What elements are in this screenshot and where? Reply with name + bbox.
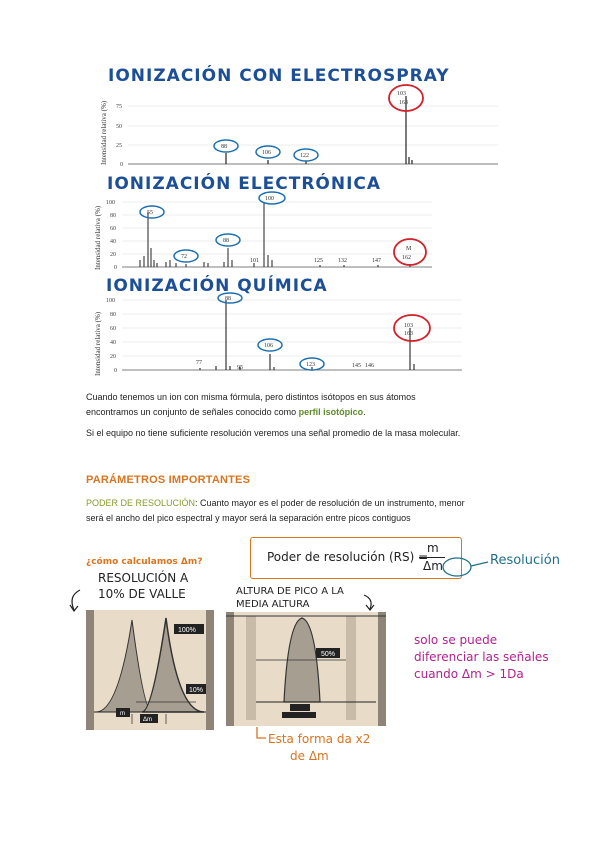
ei-tick-100: 100 (106, 200, 115, 206)
esi-circled-122: 122 (300, 153, 309, 159)
pink-note-1: solo se puede (414, 633, 498, 647)
resolucion-label: Resolución (490, 553, 560, 568)
ei-tick-0: 0 (114, 265, 117, 271)
poder-paragraph (86, 496, 546, 526)
ei-circled-88: 88 (223, 238, 229, 244)
poder-text-a: : Cuanto mayor es el poder de resolución de un instrumento, menor (195, 498, 465, 508)
esi-circled-88: 88 (221, 144, 227, 150)
resolucion-arrow (440, 550, 490, 580)
isotope-line-2-text: encontramos un conjunto de señales conocido como (86, 407, 297, 417)
half-height-note-2: MEDIA ALTURA (236, 599, 310, 610)
valley-note-2: 10% DE VALLE (98, 587, 186, 601)
ei-tick-20: 20 (110, 252, 116, 258)
half-height-diagram (226, 612, 386, 726)
params-heading: PARÁMETROS IMPORTANTES (86, 474, 251, 486)
ci-label-95: 95 (237, 365, 243, 371)
valley-dm-label: Δm (143, 717, 153, 723)
formula-denominator: Δm (423, 559, 443, 573)
ci-circled-103: 103 (404, 323, 413, 329)
ei-circled-100: 100 (265, 196, 274, 202)
curved-arrow-right-icon (360, 593, 380, 613)
ei-spectrum (104, 190, 434, 272)
ci-circled-88: 88 (225, 296, 231, 302)
how-calc-note: ¿cómo calculamos Δm? (86, 557, 203, 567)
poder-label: PODER DE RESOLUCIÓN (86, 498, 196, 508)
isotope-line-1: Cuando tenemos un ion con misma fórmula, pero distintos isótopos en sus átomos (86, 392, 416, 402)
ci-label-145: 145 (352, 363, 361, 369)
form-note-1: Esta forma da x2 (268, 732, 371, 746)
esi-circled-106: 106 (262, 150, 271, 156)
esi-spectrum (110, 84, 500, 169)
ei-circled-m: M (406, 246, 412, 252)
esi-circled-top: 103 (397, 91, 406, 97)
ei-label-147: 147 (372, 258, 381, 264)
esi-tick-0: 0 (120, 162, 123, 168)
formula-box (250, 537, 462, 579)
ei-label-132: 132 (338, 258, 347, 264)
formula-numerator: m (427, 541, 439, 555)
isotope-line-2-end: . (363, 407, 366, 417)
ci-tick-100: 100 (106, 298, 115, 304)
esi-tick-75: 75 (116, 104, 122, 110)
ci-ylabel: Intensidad relativa (%) (94, 311, 102, 376)
esi-ylabel: Intensidad relativa (%) (100, 100, 108, 165)
ci-tick-80: 80 (110, 312, 116, 318)
ci-label-77: 77 (196, 360, 202, 366)
corner-arrow-icon (254, 726, 268, 742)
ei-tick-80: 80 (110, 213, 116, 219)
ci-circled-163: 163 (404, 331, 413, 337)
curved-arrow-left-icon (66, 588, 86, 614)
esi-tick-50: 50 (116, 124, 122, 130)
pink-note (414, 632, 549, 683)
ci-tick-40: 40 (110, 340, 116, 346)
ci-circled-123: 123 (306, 362, 315, 368)
ei-circled-55: 55 (147, 210, 153, 216)
ei-tick-40: 40 (110, 239, 116, 245)
formula-left: Poder de resolución (RS) = (267, 550, 429, 564)
ci-tick-0: 0 (114, 368, 117, 374)
poder-line-1 (86, 496, 546, 511)
ci-spectrum (104, 292, 464, 376)
ei-circled-162: 162 (402, 255, 411, 261)
ci-label-146: 146 (365, 363, 374, 369)
half-50-label: 50% (321, 651, 336, 658)
esi-title: IONIZACIÓN CON ELECTROSPRAY (108, 66, 450, 86)
ci-circled-106: 106 (264, 343, 273, 349)
pink-note-2: diferenciar las señales (414, 650, 549, 664)
ci-tick-60: 60 (110, 326, 116, 332)
esi-circled-163: 163 (399, 100, 408, 106)
ei-label-101: 101 (250, 258, 259, 264)
ci-tick-20: 20 (110, 354, 116, 360)
isotope-paragraph (86, 390, 526, 420)
ei-ylabel: Intensidad relativa (%) (94, 205, 102, 270)
valley-m-label: m (120, 711, 125, 717)
half-height-note-1: ALTURA DE PICO A LA (236, 586, 344, 597)
valley-100-label: 100% (178, 627, 196, 634)
form-note-2: de Δm (290, 749, 329, 763)
ei-title: IONIZACIÓN ELECTRÓNICA (107, 174, 382, 194)
isotope-line-2 (86, 405, 526, 420)
poder-line-2: será el ancho del pico espectral y mayor será la separación entre picos contiguos (86, 513, 411, 523)
pink-note-3: cuando Δm > 1Da (414, 667, 524, 681)
valley-diagram (86, 610, 214, 730)
ei-circled-72: 72 (181, 254, 187, 260)
valley-note-1: RESOLUCIÓN A (98, 571, 189, 585)
valley-10-label: 10% (189, 687, 204, 694)
ei-tick-60: 60 (110, 226, 116, 232)
perfil-isotopico-term: perfil isotópico (298, 407, 364, 417)
resolution-paragraph: Si el equipo no tiene suficiente resolución veremos una señal promedio de la masa molecular. (86, 428, 461, 438)
ei-label-125: 125 (314, 258, 323, 264)
ci-title: IONIZACIÓN QUÍMICA (106, 276, 328, 296)
esi-tick-25: 25 (116, 143, 122, 149)
